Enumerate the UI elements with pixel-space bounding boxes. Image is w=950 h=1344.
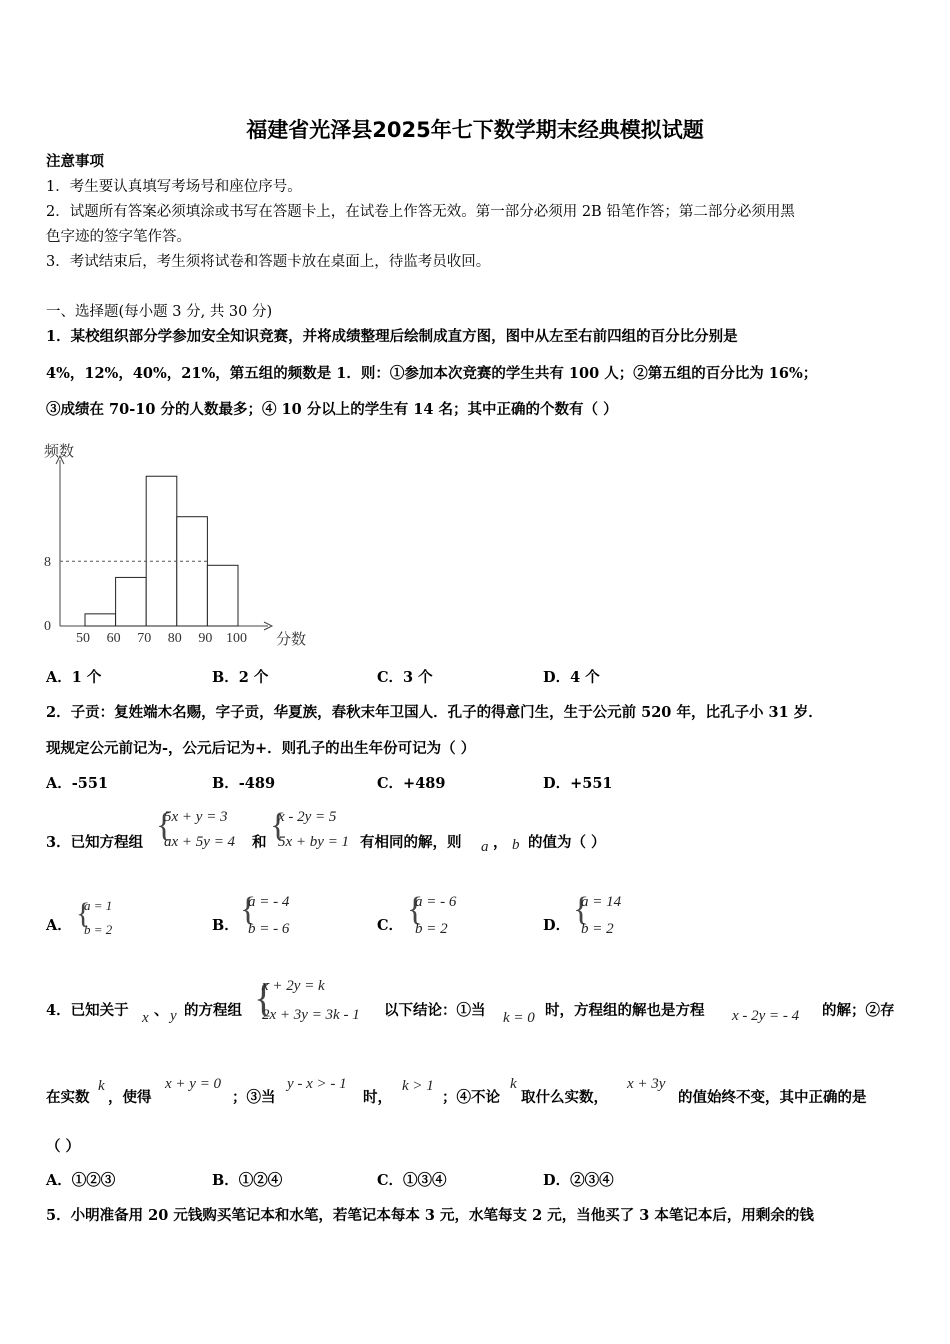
y-tick-label: 8 (44, 555, 51, 571)
q4-system (254, 974, 384, 1024)
x-tick-label: 50 (76, 631, 90, 646)
x-tick-label: 90 (198, 631, 213, 646)
q4-math: k (98, 1078, 105, 1094)
page-title: 福建省光泽县2025年七下数学期末经典模拟试题 (246, 118, 704, 142)
q4-text: 的方程组 (184, 1002, 242, 1019)
brace-icon: { (156, 807, 173, 844)
q3-suffix: 的值为（ ） (528, 834, 606, 851)
q3-option-b: B． (212, 917, 239, 934)
notice-item: 1．考生要认真填写考场号和座位序号。 (46, 179, 302, 195)
q3-and: 和 (252, 834, 267, 851)
q1-option-d: D．4 个 (543, 669, 600, 686)
notice-item: 色字迹的签字笔作答。 (46, 229, 191, 245)
y-tick-label: 0 (44, 619, 51, 634)
histogram-bar (177, 517, 208, 626)
x-tick-label: 80 (167, 631, 182, 646)
q3-var-b: b (512, 837, 520, 853)
q1-option-b: B．2 个 (212, 669, 269, 686)
q2-option-b: B．-489 (212, 775, 276, 792)
q2-option-a: A．-551 (46, 775, 109, 792)
y-axis-label: 频数 (44, 444, 75, 460)
x-tick-label: 70 (137, 631, 152, 646)
equation: b = 2 (84, 922, 113, 937)
x-tick-label: 60 (106, 631, 121, 646)
q2-text: 现规定公元前记为-，公元后记为+．则孔子的出生年份可记为（ ） (46, 740, 476, 757)
equation: x - 2y = 5 (278, 809, 337, 825)
q4-text: 时， (363, 1089, 392, 1106)
q4-var-x: x (142, 1010, 149, 1026)
histogram-chart (40, 436, 360, 656)
q3-prefix: 3．已知方程组 (46, 834, 144, 851)
brace-icon: { (407, 891, 424, 928)
q5-text: 5．小明准备用 20 元钱购买笔记本和水笔，若笔记本每本 3 元，水笔每支 2 元，当他买了 3 本笔记本后，用剩余的钱 (46, 1207, 814, 1224)
equation: x + 2y = k (262, 978, 325, 994)
section-heading: 一、选择题(每小题 3 分, 共 30 分) (46, 304, 273, 320)
q4-option-a: A．①②③ (46, 1172, 116, 1189)
q4-text: 4．已知关于 (46, 1002, 129, 1019)
q2-option-c: C．+489 (377, 775, 446, 792)
q1-option-c: C．3 个 (377, 669, 433, 686)
histogram-bar (85, 614, 116, 626)
equation: a = - 4 (248, 894, 290, 910)
q4-text: 的解；②存 (822, 1002, 895, 1019)
q3-option-a: A． (46, 917, 72, 934)
equation: 5x + y = 3 (164, 809, 228, 825)
q3-option-d: D． (543, 917, 571, 934)
brace-icon: { (240, 891, 257, 928)
brace-icon: { (573, 891, 590, 928)
q4-option-d: D．②③④ (543, 1172, 614, 1189)
q4-var-y: y (170, 1008, 177, 1024)
equation: a = 14 (581, 894, 622, 910)
q4-text: ；④不论 (442, 1089, 500, 1106)
q4-option-c: C．①③④ (377, 1172, 447, 1189)
q4-math: k = 0 (503, 1010, 535, 1026)
brace-icon: { (270, 807, 287, 844)
q4-math: k (510, 1076, 517, 1092)
equation: b = - 6 (248, 921, 290, 937)
equation: b = 2 (415, 921, 448, 937)
x-tick-label: 100 (226, 631, 247, 646)
q3-option-c: C． (377, 917, 404, 934)
notice-item: 2．试题所有答案必须填涂或书写在答题卡上，在试卷上作答无效。第一部分必须用 2B 铅笔作答；第二部分必须用黑 (46, 204, 795, 220)
notice-item: 3．考试结束后，考生须将试卷和答题卡放在桌面上，待监考员收回。 (46, 254, 491, 270)
q4-math: k > 1 (402, 1078, 434, 1094)
equation: 2x + 3y = 3k - 1 (262, 1007, 360, 1023)
histogram-bar (207, 565, 238, 626)
q4-text: 以下结论：①当 (384, 1002, 486, 1019)
q4-text: ，使得 (108, 1089, 152, 1106)
q1-option-a: A．1 个 (46, 669, 102, 686)
equation: 5x + by = 1 (278, 834, 350, 850)
q4-text: （ ） (46, 1138, 81, 1155)
histogram-bar (116, 577, 147, 626)
q3-system-2 (270, 806, 365, 850)
q4-option-b: B．①②④ (212, 1172, 283, 1189)
q4-text: 时，方程组的解也是方程 (545, 1002, 705, 1019)
q4-text: 、 (154, 1002, 169, 1019)
equation: a = - 6 (415, 894, 457, 910)
x-axis-label: 分数 (276, 632, 307, 648)
q3-mid: 有相同的解，则 (360, 834, 462, 851)
q1-text: 1．某校组织部分学参加安全知识竞赛，并将成绩整理后绘制成直方图，图中从左至右前四组的百分比分别是 (46, 328, 738, 345)
q2-option-d: D．+551 (543, 775, 613, 792)
equation: b = 2 (581, 921, 614, 937)
q4-text: 在实数 (46, 1089, 90, 1106)
q4-math: x + y = 0 (165, 1076, 222, 1092)
q4-text: ；③当 (232, 1089, 276, 1106)
q3-system-1 (156, 806, 251, 850)
q4-math: x - 2y = - 4 (732, 1008, 800, 1024)
notice-heading: 注意事项 (46, 153, 104, 170)
q4-math: x + 3y (627, 1076, 666, 1092)
brace-icon: { (76, 897, 91, 930)
q4-math: y - x > - 1 (287, 1076, 347, 1092)
equation: ax + 5y = 4 (164, 834, 236, 850)
q2-text: 2．子贡：复姓端木名赐，字子贡，华夏族，春秋末年卫国人．孔子的得意门生，生于公元前 520 年，比孔子小 31 岁． (46, 704, 823, 721)
q1-text: 4%，12%，40%，21%，第五组的频数是 1．则：①参加本次竞赛的学生共有 100 人；②第五组的百分比为 16%； (46, 365, 818, 382)
brace-icon: { (254, 975, 274, 1020)
q3-sep: ， (493, 834, 508, 851)
equation: a = 1 (84, 898, 113, 913)
q1-text: ③成绩在 70-10 分的人数最多；④ 10 分以上的学生有 14 名；其中正确的个数有（ ） (46, 401, 618, 418)
histogram-bar (146, 476, 177, 626)
q3-var-a: a (481, 839, 489, 855)
q4-text: 的值始终不变，其中正确的是 (678, 1089, 867, 1106)
q4-text: 取什么实数， (521, 1089, 608, 1106)
